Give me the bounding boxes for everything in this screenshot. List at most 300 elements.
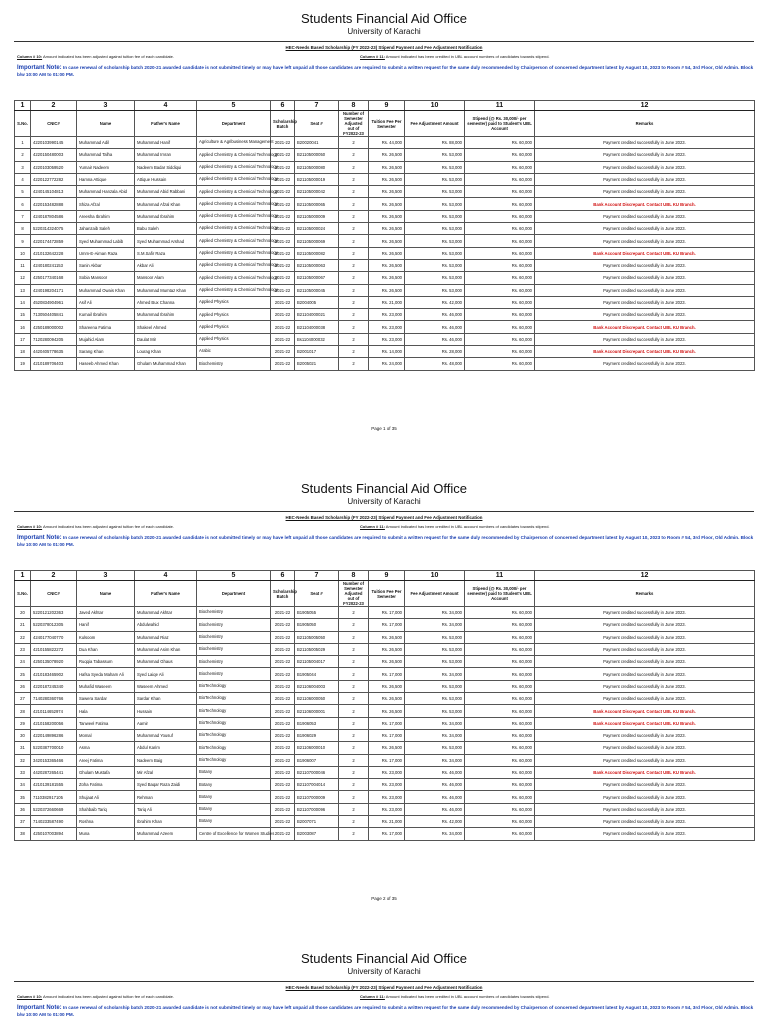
batch-cell: 2021-22 bbox=[271, 779, 295, 791]
seat-cell: B21105000050 bbox=[295, 149, 339, 161]
tuition-fee-cell: Rs. 26,500 bbox=[369, 186, 405, 198]
father-name-cell: Tariq Ali bbox=[135, 803, 197, 815]
cnic-cell: 5220387700010 bbox=[31, 742, 77, 754]
column-number: 6 bbox=[271, 571, 295, 581]
fee-adjustment-cell: Rs. 53,000 bbox=[405, 223, 465, 235]
tuition-fee-cell: Rs. 23,000 bbox=[369, 803, 405, 815]
sno-cell: 25 bbox=[15, 668, 31, 680]
notification-title: HEC-Needs Based Scholarship (FY 2022-23) Stipend Payment and Fee Adjustment Notification bbox=[285, 45, 483, 50]
semesters-cell: 2 bbox=[339, 296, 369, 308]
tuition-fee-cell: Rs. 26,500 bbox=[369, 631, 405, 643]
table-row bbox=[15, 766, 755, 778]
name-cell: Muhafid Waseem bbox=[77, 680, 135, 692]
tuition-fee-cell: Rs. 21,000 bbox=[369, 296, 405, 308]
column-number: 2 bbox=[31, 101, 77, 111]
cnic-cell: 4210183465902 bbox=[31, 668, 77, 680]
cnic-cell: 4220150480003 bbox=[31, 149, 77, 161]
name-cell: Jahanzaib Saleh bbox=[77, 223, 135, 235]
page-3 bbox=[0, 940, 768, 1018]
tuition-fee-cell: Rs. 26,500 bbox=[369, 284, 405, 296]
stipend-cell: Rs. 60,000 bbox=[465, 619, 535, 631]
remarks-cell: Payment credited successfully in June 2023. bbox=[535, 235, 755, 247]
department-cell: Applied Chemistry & Chemical Technology bbox=[197, 149, 271, 161]
table-row bbox=[15, 668, 755, 680]
cnic-cell: 4210139181555 bbox=[31, 779, 77, 791]
tuition-fee-cell: Rs. 17,000 bbox=[369, 607, 405, 619]
stipend-cell: Rs. 60,000 bbox=[465, 816, 535, 828]
header-row bbox=[15, 581, 755, 607]
seat-cell: B21105000065 bbox=[295, 198, 339, 210]
table-row bbox=[15, 705, 755, 717]
header-batch: Scholarship Batch bbox=[271, 581, 295, 607]
remarks-cell: Payment credited successfully in June 2023. bbox=[535, 643, 755, 655]
cnic-cell: 5220372660669 bbox=[31, 803, 77, 815]
department-cell: Biochemistry bbox=[197, 668, 271, 680]
column-number: 6 bbox=[271, 101, 295, 111]
table-row bbox=[15, 754, 755, 766]
sno-cell: 37 bbox=[15, 816, 31, 828]
name-cell: Mujahid Alam bbox=[77, 333, 135, 345]
department-cell: Applied Chemistry & Chemical Technology bbox=[197, 173, 271, 185]
remarks-cell: Payment credited successfully in June 2023. bbox=[535, 656, 755, 668]
page-1 bbox=[0, 0, 768, 431]
batch-cell: 2021-22 bbox=[271, 296, 295, 308]
semesters-cell: 2 bbox=[339, 309, 369, 321]
important-text: In case renewal of scholarship batch 2020-21 awarded candidate is not submitted timely or may have left unpaid all those candidates are required to submit a written request for the same duly recommended by Chairperson of concerned department latest by August 10, 2023 to Room # 54, 3rd Floor, Old Admin. Block b/w 10:00 AM to 01:00 PM. bbox=[17, 65, 754, 77]
semesters-cell: 2 bbox=[339, 668, 369, 680]
header-tuition-fee: Tuition Fee Per Semester bbox=[369, 581, 405, 607]
office-title: Students Financial Aid Office bbox=[301, 11, 467, 26]
name-cell: Momal bbox=[77, 729, 135, 741]
table-row bbox=[15, 259, 755, 271]
stipend-cell: Rs. 60,000 bbox=[465, 272, 535, 284]
name-cell: Muhammad Talha bbox=[77, 149, 135, 161]
sno-cell: 31 bbox=[15, 742, 31, 754]
name-cell: Areej Fatima bbox=[77, 754, 135, 766]
remarks-cell: Payment credited successfully in June 2023. bbox=[535, 149, 755, 161]
name-cell: Kumail Ibrahim bbox=[77, 309, 135, 321]
tuition-fee-cell: Rs. 24,000 bbox=[369, 358, 405, 370]
father-name-cell: Shakeel Ahmed bbox=[135, 321, 197, 333]
fee-adjustment-cell: Rs. 53,000 bbox=[405, 198, 465, 210]
important-label: Important Note: bbox=[17, 1005, 62, 1011]
table-row bbox=[15, 656, 755, 668]
semesters-cell: 2 bbox=[339, 619, 369, 631]
stipend-cell: Rs. 60,000 bbox=[465, 358, 535, 370]
sno-cell: 12 bbox=[15, 272, 31, 284]
batch-cell: 2021-22 bbox=[271, 247, 295, 259]
seat-cell: B1905050 bbox=[295, 619, 339, 631]
semesters-cell: 2 bbox=[339, 149, 369, 161]
remarks-cell: Payment credited successfully in June 2023. bbox=[535, 333, 755, 345]
batch-cell: 2021-22 bbox=[271, 272, 295, 284]
name-cell: Muna bbox=[77, 828, 135, 840]
cnic-cell: 4420405778635 bbox=[31, 346, 77, 358]
batch-cell: 2021-22 bbox=[271, 198, 295, 210]
department-cell: Biochemistry bbox=[197, 619, 271, 631]
seat-cell: B21106000010 bbox=[295, 742, 339, 754]
name-cell: Muhammad Hanzala Abid bbox=[77, 186, 135, 198]
cnic-cell: 4220174472859 bbox=[31, 235, 77, 247]
seat-cell: B1906029 bbox=[295, 729, 339, 741]
cnic-cell: 4210114652974 bbox=[31, 705, 77, 717]
table-row bbox=[15, 791, 755, 803]
father-name-cell: Lourag Khan bbox=[135, 346, 197, 358]
sno-cell: 28 bbox=[15, 705, 31, 717]
remarks-cell: Payment credited successfully in June 2023. bbox=[535, 729, 755, 741]
header-fee-adjustment: Fee Adjustment Amount bbox=[405, 111, 465, 137]
remarks-cell: Bank Account Discrepant. Contact UBL KU Branch. bbox=[535, 346, 755, 358]
remarks-cell: Payment credited successfully in June 2023. bbox=[535, 284, 755, 296]
header-stipend: Stipend (@ Rs. 30,000/- per semester) paid to Student's UBL Account bbox=[465, 111, 535, 137]
remarks-cell: Payment credited successfully in June 2023. bbox=[535, 358, 755, 370]
cnic-cell: 4240145104813 bbox=[31, 186, 77, 198]
seat-cell: B21105000024 bbox=[295, 223, 339, 235]
tuition-fee-cell: Rs. 26,500 bbox=[369, 643, 405, 655]
semesters-cell: 2 bbox=[339, 198, 369, 210]
batch-cell: 2021-22 bbox=[271, 754, 295, 766]
semesters-cell: 2 bbox=[339, 803, 369, 815]
tuition-fee-cell: Rs. 26,500 bbox=[369, 247, 405, 259]
column-number: 10 bbox=[405, 101, 465, 111]
page-number: Page 2 of 35 bbox=[371, 896, 397, 901]
tuition-fee-cell: Rs. 17,000 bbox=[369, 717, 405, 729]
table-row bbox=[15, 643, 755, 655]
remarks-cell: Payment credited successfully in June 2023. bbox=[535, 223, 755, 235]
father-name-cell: Hussain bbox=[135, 705, 197, 717]
sno-cell: 8 bbox=[15, 223, 31, 235]
stipend-cell: Rs. 60,000 bbox=[465, 631, 535, 643]
seat-cell: B2001017 bbox=[295, 346, 339, 358]
remarks-cell: Bank Account Discrepant. Contact UBL KU Branch. bbox=[535, 247, 755, 259]
fee-adjustment-cell: Rs. 53,000 bbox=[405, 693, 465, 705]
header-name: Name bbox=[77, 111, 135, 137]
fee-adjustment-cell: Rs. 53,000 bbox=[405, 149, 465, 161]
department-cell: Applied Chemistry & Chemical Technology bbox=[197, 161, 271, 173]
column-number: 1 bbox=[15, 101, 31, 111]
remarks-cell: Payment credited successfully in June 2023. bbox=[535, 210, 755, 222]
header-cnic: CNIC# bbox=[31, 111, 77, 137]
batch-cell: 2021-22 bbox=[271, 235, 295, 247]
table-row bbox=[15, 631, 755, 643]
stipend-cell: Rs. 60,000 bbox=[465, 149, 535, 161]
semesters-cell: 2 bbox=[339, 358, 369, 370]
stipend-cell: Rs. 60,000 bbox=[465, 296, 535, 308]
department-cell: Applied Chemistry & Chemical Technology bbox=[197, 284, 271, 296]
seat-cell: B21107004014 bbox=[295, 779, 339, 791]
stipend-cell: Rs. 60,000 bbox=[465, 791, 535, 803]
sno-cell: 30 bbox=[15, 729, 31, 741]
table-row bbox=[15, 247, 755, 259]
remarks-cell: Payment credited successfully in June 2023. bbox=[535, 309, 755, 321]
name-cell: Sarang Khan bbox=[77, 346, 135, 358]
father-name-cell: Babu Saleh bbox=[135, 223, 197, 235]
seat-cell: B21105000042 bbox=[295, 186, 339, 198]
fee-adjustment-cell: Rs. 53,000 bbox=[405, 656, 465, 668]
fee-adjustment-cell: Rs. 42,000 bbox=[405, 296, 465, 308]
remarks-cell: Payment credited successfully in June 2023. bbox=[535, 137, 755, 149]
department-cell: Botany bbox=[197, 803, 271, 815]
seat-cell: B21105000080 bbox=[295, 161, 339, 173]
seat-cell: B21105004017 bbox=[295, 656, 339, 668]
semesters-cell: 2 bbox=[339, 607, 369, 619]
tuition-fee-cell: Rs. 26,500 bbox=[369, 198, 405, 210]
remarks-cell: Payment credited successfully in June 2023. bbox=[535, 779, 755, 791]
cnic-cell: 4210132642228 bbox=[31, 247, 77, 259]
seat-cell: B21105000063 bbox=[295, 259, 339, 271]
tuition-fee-cell: Rs. 26,500 bbox=[369, 149, 405, 161]
stipend-cell: Rs. 60,000 bbox=[465, 779, 535, 791]
cnic-cell: 7140233587490 bbox=[31, 816, 77, 828]
column-number: 11 bbox=[465, 101, 535, 111]
important-text: In case renewal of scholarship batch 2020-21 awarded candidate is not submitted timely or may have left unpaid all those candidates are required to submit a written request for the same duly recommended by Chairperson of concerned department latest by August 10, 2023 to Room # 54, 3rd Floor, Old Admin. Block b/w 10:00 AM to 01:00 PM. bbox=[17, 535, 754, 547]
tuition-fee-cell: Rs. 23,000 bbox=[369, 791, 405, 803]
remarks-cell: Payment credited successfully in June 2023. bbox=[535, 161, 755, 173]
department-cell: Botany bbox=[197, 766, 271, 778]
semesters-cell: 2 bbox=[339, 173, 369, 185]
father-name-cell: Waseem Ahmed bbox=[135, 680, 197, 692]
tuition-fee-cell: Rs. 26,500 bbox=[369, 173, 405, 185]
header-semesters: Number of Semester Adjusted out of FY2022-23 bbox=[339, 111, 369, 137]
department-cell: BioTechnology bbox=[197, 693, 271, 705]
cnic-cell: 7110382917105 bbox=[31, 791, 77, 803]
cnic-cell: 4220122772282 bbox=[31, 173, 77, 185]
seat-cell: B21105000009 bbox=[295, 210, 339, 222]
important-label: Important Note: bbox=[17, 65, 62, 71]
stipend-cell: Rs. 60,000 bbox=[465, 742, 535, 754]
father-name-cell: Abdul Karim bbox=[135, 742, 197, 754]
sno-cell: 2 bbox=[15, 149, 31, 161]
semesters-cell: 2 bbox=[339, 717, 369, 729]
col10-label: Column # 10: bbox=[17, 54, 43, 59]
column-number: 7 bbox=[295, 571, 339, 581]
sno-cell: 15 bbox=[15, 309, 31, 321]
semesters-cell: 2 bbox=[339, 186, 369, 198]
column-number: 4 bbox=[135, 101, 197, 111]
tuition-fee-cell: Rs. 23,000 bbox=[369, 333, 405, 345]
fee-adjustment-cell: Rs. 28,000 bbox=[405, 346, 465, 358]
sno-cell: 35 bbox=[15, 791, 31, 803]
stipend-cell: Rs. 60,000 bbox=[465, 643, 535, 655]
semesters-cell: 2 bbox=[339, 816, 369, 828]
name-cell: Shujaat Ali bbox=[77, 791, 135, 803]
semesters-cell: 2 bbox=[339, 272, 369, 284]
fee-adjustment-cell: Rs. 46,000 bbox=[405, 791, 465, 803]
name-cell: Sanin Akbar bbox=[77, 259, 135, 271]
department-cell: Applied Physics bbox=[197, 333, 271, 345]
sno-cell: 1 bbox=[15, 137, 31, 149]
batch-cell: 2021-22 bbox=[271, 173, 295, 185]
col10-label: Column # 10: bbox=[17, 524, 43, 529]
sno-cell: 7 bbox=[15, 210, 31, 222]
father-name-cell: Muhammad Akhtar bbox=[135, 607, 197, 619]
tuition-fee-cell: Rs. 23,000 bbox=[369, 779, 405, 791]
batch-cell: 2021-22 bbox=[271, 828, 295, 840]
father-name-cell: Syed Muhammad Arshad bbox=[135, 235, 197, 247]
sno-cell: 18 bbox=[15, 346, 31, 358]
header-fee-adjustment: Fee Adjustment Amount bbox=[405, 581, 465, 607]
father-name-cell: Syed Baqar Raza Zaidi bbox=[135, 779, 197, 791]
cnic-cell: 4220103059520 bbox=[31, 161, 77, 173]
cnic-cell: 4210155822272 bbox=[31, 643, 77, 655]
office-title: Students Financial Aid Office bbox=[301, 481, 467, 496]
department-cell: Arabic bbox=[197, 346, 271, 358]
remarks-cell: Payment credited successfully in June 2023. bbox=[535, 631, 755, 643]
tuition-fee-cell: Rs. 26,500 bbox=[369, 680, 405, 692]
name-cell: Sobia Mansoor bbox=[77, 272, 135, 284]
seat-cell: B21105000045 bbox=[295, 284, 339, 296]
semesters-cell: 2 bbox=[339, 779, 369, 791]
column-notes bbox=[0, 994, 768, 1003]
batch-cell: 2021-22 bbox=[271, 619, 295, 631]
column-number: 5 bbox=[197, 101, 271, 111]
name-cell: Shiza Afzal bbox=[77, 198, 135, 210]
column-notes bbox=[0, 54, 768, 63]
stipend-cell: Rs. 60,000 bbox=[465, 259, 535, 271]
father-name-cell: Muhammad Ibrahim bbox=[135, 309, 197, 321]
department-cell: Applied Chemistry & Chemical Technology bbox=[197, 198, 271, 210]
father-name-cell: Mansoor Alam bbox=[135, 272, 197, 284]
seat-cell: Bs1104000032 bbox=[295, 333, 339, 345]
table-row bbox=[15, 333, 755, 345]
col11-label: Column # 11: bbox=[360, 524, 385, 529]
sno-cell: 11 bbox=[15, 259, 31, 271]
sno-cell: 24 bbox=[15, 656, 31, 668]
name-cell: Javed Akhtar bbox=[77, 607, 135, 619]
semesters-cell: 2 bbox=[339, 791, 369, 803]
department-cell: Applied Chemistry & Chemical Technology bbox=[197, 186, 271, 198]
column-number: 3 bbox=[77, 571, 135, 581]
department-cell: Centre of Excellence for Women Studies bbox=[197, 828, 271, 840]
column-number: 12 bbox=[535, 571, 755, 581]
table-row bbox=[15, 296, 755, 308]
semesters-cell: 2 bbox=[339, 346, 369, 358]
seat-cell: B21105005029 bbox=[295, 643, 339, 655]
name-cell: Shahbaib Tariq bbox=[77, 803, 135, 815]
semesters-cell: 2 bbox=[339, 680, 369, 692]
stipend-cell: Rs. 60,000 bbox=[465, 346, 535, 358]
seat-cell: B1906007 bbox=[295, 754, 339, 766]
seat-cell: B1905044 bbox=[295, 668, 339, 680]
cnic-cell: 7120280094205 bbox=[31, 333, 77, 345]
batch-cell: 2021-22 bbox=[271, 668, 295, 680]
semesters-cell: 2 bbox=[339, 321, 369, 333]
tuition-fee-cell: Rs. 23,000 bbox=[369, 766, 405, 778]
cnic-cell: 4240187804586 bbox=[31, 210, 77, 222]
tuition-fee-cell: Rs. 26,500 bbox=[369, 742, 405, 754]
name-cell: Hala bbox=[77, 705, 135, 717]
important-note bbox=[17, 65, 754, 78]
remarks-cell: Payment credited successfully in June 2023. bbox=[535, 607, 755, 619]
department-cell: Biochemistry bbox=[197, 656, 271, 668]
university-subtitle: University of Karachi bbox=[347, 967, 421, 976]
sno-cell: 23 bbox=[15, 643, 31, 655]
divider bbox=[14, 981, 754, 982]
fee-adjustment-cell: Rs. 34,000 bbox=[405, 754, 465, 766]
batch-cell: 2021-22 bbox=[271, 791, 295, 803]
fee-adjustment-cell: Rs. 34,000 bbox=[405, 607, 465, 619]
table-row bbox=[15, 729, 755, 741]
batch-cell: 2021-22 bbox=[271, 321, 295, 333]
department-cell: Applied Chemistry & Chemical Technology bbox=[197, 235, 271, 247]
important-note bbox=[17, 1005, 754, 1018]
fee-adjustment-cell: Rs. 53,000 bbox=[405, 272, 465, 284]
table-row bbox=[15, 742, 755, 754]
cnic-cell: 4210189706403 bbox=[31, 358, 77, 370]
col10-label: Column # 10: bbox=[17, 994, 43, 999]
sno-cell: 29 bbox=[15, 717, 31, 729]
cnic-cell: 4520834904961 bbox=[31, 296, 77, 308]
fee-adjustment-cell: Rs. 46,000 bbox=[405, 321, 465, 333]
name-cell: Haseeb Ahmed Khan bbox=[77, 358, 135, 370]
department-cell: Botany bbox=[197, 779, 271, 791]
cnic-cell: 4250107003894 bbox=[31, 828, 77, 840]
tuition-fee-cell: Rs. 26,500 bbox=[369, 223, 405, 235]
scholarship-table bbox=[14, 100, 755, 371]
father-name-cell: Ahmed Bux Channa bbox=[135, 296, 197, 308]
batch-cell: 2021-22 bbox=[271, 742, 295, 754]
cnic-cell: 4250177340168 bbox=[31, 272, 77, 284]
father-name-cell: Ibrahim Khan bbox=[135, 816, 197, 828]
remarks-cell: Bank Account Discrepant. Contact UBL KU Branch. bbox=[535, 198, 755, 210]
stipend-cell: Rs. 60,000 bbox=[465, 333, 535, 345]
fee-adjustment-cell: Rs. 88,000 bbox=[405, 137, 465, 149]
fee-adjustment-cell: Rs. 46,000 bbox=[405, 803, 465, 815]
father-name-cell: S.M.Safir Raza bbox=[135, 247, 197, 259]
father-name-cell: Mir Afzal bbox=[135, 766, 197, 778]
important-text: In case renewal of scholarship batch 2020-21 awarded candidate is not submitted timely or may have left unpaid all those candidates are required to submit a written request for the same duly recommended by Chairperson of concerned department latest by August 10, 2023 to Room # 54, 3rd Floor, Old Admin. Block b/w 10:00 AM to 01:00 PM. bbox=[17, 1005, 754, 1017]
sno-cell: 32 bbox=[15, 754, 31, 766]
seat-cell: B21107000009 bbox=[295, 791, 339, 803]
col11-label: Column # 11: bbox=[360, 54, 385, 59]
remarks-cell: Payment credited successfully in June 2023. bbox=[535, 173, 755, 185]
remarks-cell: Payment credited successfully in June 2023. bbox=[535, 742, 755, 754]
column-number: 8 bbox=[339, 101, 369, 111]
header-seat: Seat # bbox=[295, 111, 339, 137]
sno-cell: 14 bbox=[15, 296, 31, 308]
tuition-fee-cell: Rs. 17,000 bbox=[369, 754, 405, 766]
column-number: 1 bbox=[15, 571, 31, 581]
column-number: 3 bbox=[77, 101, 135, 111]
remarks-cell: Payment credited successfully in June 2023. bbox=[535, 296, 755, 308]
department-cell: BioTechnology bbox=[197, 729, 271, 741]
cnic-cell: 5220378012305 bbox=[31, 619, 77, 631]
cnic-cell: 4210158200056 bbox=[31, 717, 77, 729]
department-cell: Botany bbox=[197, 791, 271, 803]
table-row bbox=[15, 680, 755, 692]
seat-cell: B21105000069 bbox=[295, 235, 339, 247]
table-row bbox=[15, 828, 755, 840]
remarks-cell: Payment credited successfully in June 2023. bbox=[535, 828, 755, 840]
batch-cell: 2021-22 bbox=[271, 346, 295, 358]
tuition-fee-cell: Rs. 26,500 bbox=[369, 259, 405, 271]
header-department: Department bbox=[197, 581, 271, 607]
sno-cell: 34 bbox=[15, 779, 31, 791]
remarks-cell: Bank Account Discrepant. Contact UBL KU Branch. bbox=[535, 705, 755, 717]
header-tuition-fee: Tuition Fee Per Semester bbox=[369, 111, 405, 137]
header-row bbox=[15, 111, 755, 137]
father-name-cell: Akbar Ali bbox=[135, 259, 197, 271]
seat-cell: B21105000019 bbox=[295, 173, 339, 185]
fee-adjustment-cell: Rs. 53,000 bbox=[405, 680, 465, 692]
page-2 bbox=[0, 470, 768, 901]
batch-cell: 2021-22 bbox=[271, 816, 295, 828]
tuition-fee-cell: Rs. 26,500 bbox=[369, 210, 405, 222]
fee-adjustment-cell: Rs. 53,000 bbox=[405, 235, 465, 247]
batch-cell: 2021-22 bbox=[271, 358, 295, 370]
batch-cell: 2021-22 bbox=[271, 631, 295, 643]
stipend-cell: Rs. 60,000 bbox=[465, 284, 535, 296]
